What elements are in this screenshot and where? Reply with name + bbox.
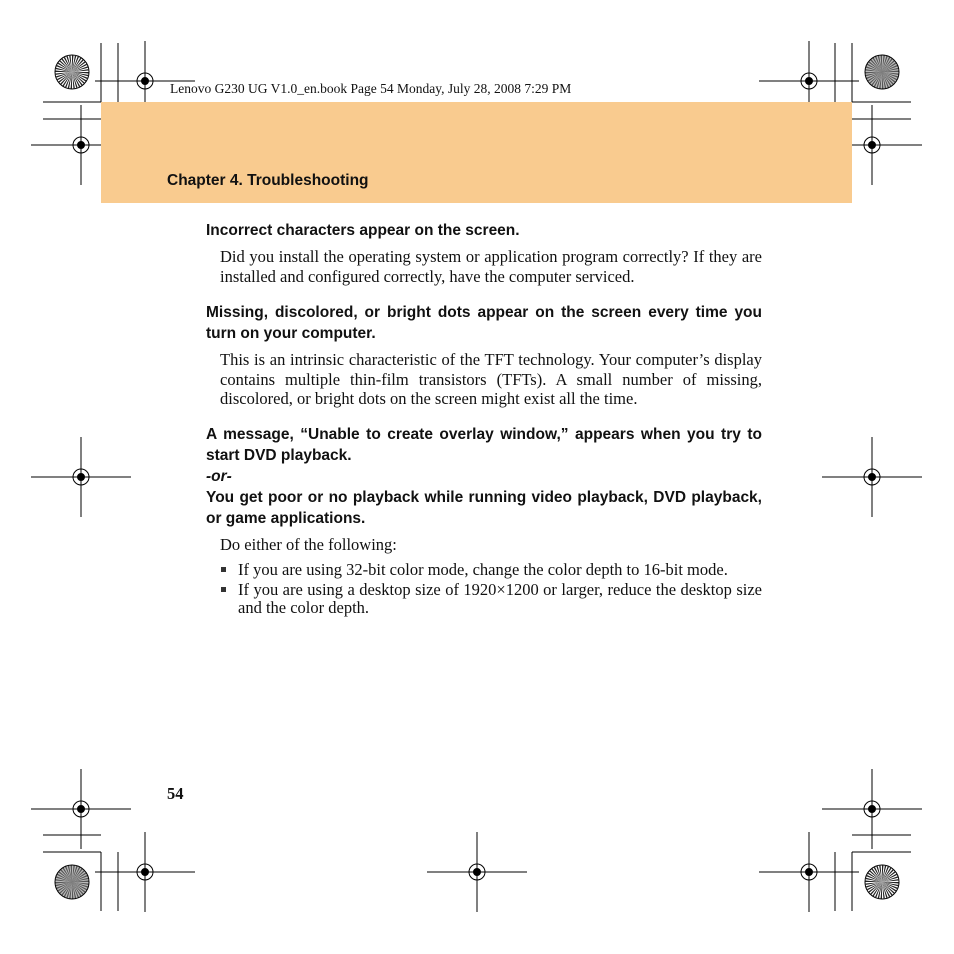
page-number: 54 xyxy=(167,784,184,803)
or-separator: -or- xyxy=(206,468,232,485)
section-heading-bright-dots: Missing, discolored, or bright dots appear on the screen every time you turn on your computer. xyxy=(206,304,762,342)
sunburst-target-icon xyxy=(865,865,899,899)
section-intro-do-either: Do either of the following: xyxy=(220,535,397,554)
chapter-title: Chapter 4. Troubleshooting xyxy=(167,172,369,189)
registration-target-icon xyxy=(95,832,195,912)
registration-target-icon xyxy=(31,437,131,517)
heading-poor-playback: You get poor or no playback while running video playback, DVD playback, or game applications. xyxy=(206,489,762,527)
registration-target-icon xyxy=(427,832,527,912)
section-heading-incorrect-characters: Incorrect characters appear on the screen. xyxy=(206,222,520,239)
section-body-bright-dots: This is an intrinsic characteristic of the TFT technology. Your computer’s display contains multiple thin-film transistors (TFTs). A small number of missing, discolored, or bright dots on the screen might exist all the time. xyxy=(220,350,762,408)
book-info-line: Lenovo G230 UG V1.0_en.book Page 54 Monday, July 28, 2008 7:29 PM xyxy=(170,81,572,96)
list-item-text: If you are using a desktop size of 1920×1200 or larger, reduce the desktop size and the color depth. xyxy=(238,579,762,617)
sunburst-target-icon xyxy=(55,865,89,899)
sunburst-target-icon xyxy=(865,55,899,89)
list-item xyxy=(220,561,762,580)
registration-target-icon xyxy=(759,832,859,912)
sunburst-target-icon xyxy=(55,55,89,89)
list-item xyxy=(220,581,762,618)
list-item-text: If you are using 32-bit color mode, change the color depth to 16-bit mode. xyxy=(238,560,728,579)
square-bullet-icon xyxy=(221,587,226,592)
registration-target-icon xyxy=(822,437,922,517)
solution-bullet-list xyxy=(220,561,762,619)
registration-target-icon xyxy=(822,769,922,849)
section-body-incorrect-characters: Did you install the operating system or application program correctly? If they are installed and configured correctly, have the computer serviced. xyxy=(220,247,762,286)
registration-target-icon xyxy=(31,769,131,849)
heading-overlay-message: A message, “Unable to create overlay window,” appears when you try to start DVD playback. xyxy=(206,426,762,464)
square-bullet-icon xyxy=(221,567,226,572)
section-heading-overlay-window xyxy=(206,424,762,529)
